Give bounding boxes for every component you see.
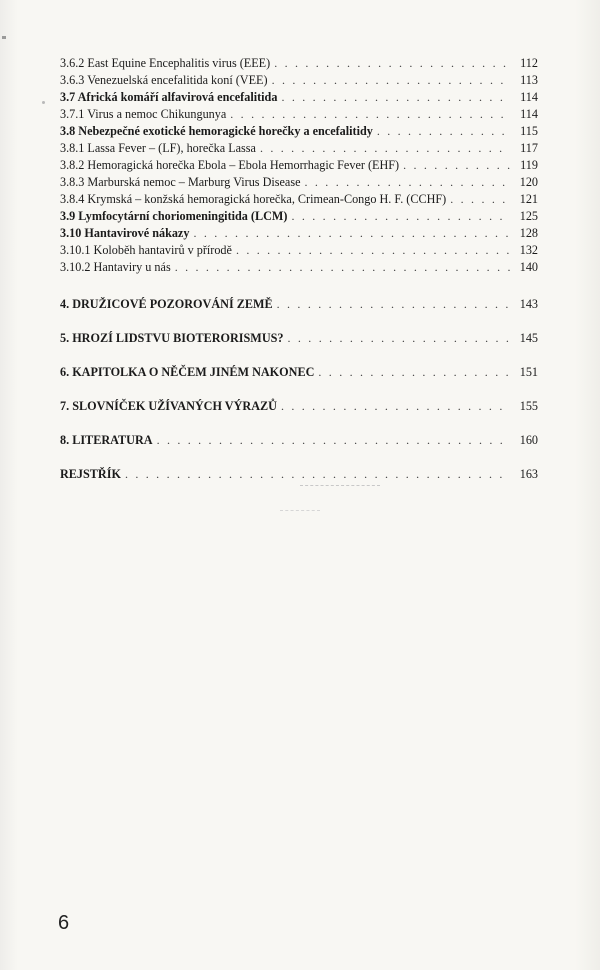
toc-entry-title: 6. KAPITOLKA O NĚČEM JINÉM NAKONEC (60, 365, 315, 379)
toc-leader-dots (236, 244, 510, 256)
scan-artifact (280, 510, 320, 513)
toc-leader-dots (260, 142, 510, 154)
toc-entry-page: 163 (519, 467, 538, 481)
toc-leader-dots (318, 366, 510, 378)
toc-leader-dots (157, 434, 510, 446)
toc-entry (60, 108, 538, 120)
toc-leader-dots (125, 468, 510, 480)
toc-entry-title: 3.8.4 Krymská – konžská hemoragická horečka, Crimean-Congo H. F. (CCHF) (60, 192, 447, 206)
toc-entry-page: 112 (520, 56, 538, 70)
toc-entry-page: 121 (519, 192, 538, 206)
toc-leader-dots (274, 57, 510, 69)
toc-entry-title: 3.8.3 Marburská nemoc – Marburg Virus Disease (60, 175, 301, 189)
toc-leader-dots (281, 400, 510, 412)
toc-chapter-entry (60, 434, 538, 446)
toc-entry-page: 119 (520, 158, 538, 172)
toc-chapter-entry (60, 468, 538, 480)
toc-entry-page: 114 (520, 90, 538, 104)
toc-entry-page: 125 (519, 209, 538, 223)
toc-entry-title: 3.9 Lymfocytární choriomeningitida (LCM) (60, 209, 288, 223)
toc-entry-page: 155 (519, 399, 538, 413)
toc-leader-dots (230, 108, 510, 120)
toc-chapter-entry (60, 366, 538, 378)
toc-entry-page: 114 (520, 107, 538, 121)
margin-speck (42, 101, 45, 104)
toc-entry-title: 7. SLOVNÍČEK UŽÍVANÝCH VÝRAZŮ (60, 399, 277, 413)
toc-entry-page: 120 (519, 175, 538, 189)
toc-entry-title: 3.7.1 Virus a nemoc Chikungunya (60, 107, 227, 121)
scan-edge-mark (2, 36, 6, 39)
toc-entry-title: 8. LITERATURA (60, 433, 153, 447)
toc-entry (60, 227, 538, 239)
toc-entry (60, 142, 538, 154)
page-number: 6 (58, 912, 70, 934)
toc-entry (60, 57, 538, 69)
toc-entry (60, 74, 538, 86)
toc-entry-page: 128 (519, 226, 538, 240)
toc-entry (60, 261, 538, 273)
toc-entry-page: 145 (519, 331, 538, 345)
toc-entry-page: 117 (520, 141, 538, 155)
toc-leader-dots (272, 74, 510, 86)
toc-entry-title: 3.8 Nebezpečné exotické hemoragické horečky a encefalitidy (60, 124, 373, 138)
toc-leader-dots (277, 298, 510, 310)
toc-entry-page: 113 (520, 73, 538, 87)
toc-entry-page: 160 (519, 433, 538, 447)
toc-entry-page: 140 (519, 260, 538, 274)
toc-entry-title: 5. HROZÍ LIDSTVU BIOTERORISMUS? (60, 331, 284, 345)
toc-leader-dots (403, 159, 510, 171)
toc-entry (60, 176, 538, 188)
toc-entry (60, 125, 538, 137)
toc-entry-page: 151 (519, 365, 538, 379)
toc-leader-dots (305, 176, 511, 188)
toc-leader-dots (450, 193, 510, 205)
toc-entry (60, 244, 538, 256)
toc-leader-dots (288, 332, 511, 344)
toc-leader-dots (175, 261, 510, 273)
toc-entry (60, 91, 538, 103)
toc-entry-page: 143 (519, 297, 538, 311)
toc-entry-page: 115 (520, 124, 538, 138)
toc-entry (60, 193, 538, 205)
toc-chapter-entry (60, 332, 538, 344)
toc-entry-title: 3.10.2 Hantaviry u nás (60, 260, 171, 274)
toc-entry (60, 159, 538, 171)
toc-entry-title: 3.7 Africká komáří alfavirová encefalitida (60, 90, 278, 104)
toc-entry-title: 3.8.2 Hemoragická horečka Ebola – Ebola Hemorrhagic Fever (EHF) (60, 158, 400, 172)
toc-chapter-entry (60, 298, 538, 310)
toc-leader-dots (377, 125, 510, 137)
toc-leader-dots (291, 210, 510, 222)
toc-leader-dots (281, 91, 510, 103)
toc-entry (60, 210, 538, 222)
toc-entry-title: 3.6.3 Venezuelská encefalitida koní (VEE) (60, 73, 268, 87)
toc-entry-title: REJSTŘÍK (60, 467, 121, 481)
toc-entry-title: 3.10.1 Koloběh hantavirů v přírodě (60, 243, 232, 257)
toc-entry-title: 4. DRUŽICOVÉ POZOROVÁNÍ ZEMĚ (60, 297, 273, 311)
toc-entry-title: 3.6.2 East Equine Encephalitis virus (EEE) (60, 56, 271, 70)
toc-entry-page: 132 (519, 243, 538, 257)
toc-entry-title: 3.10 Hantavirové nákazy (60, 226, 190, 240)
scan-artifact (300, 485, 380, 488)
toc-chapter-entry (60, 400, 538, 412)
toc-leader-dots (193, 227, 510, 239)
toc-entry-title: 3.8.1 Lassa Fever – (LF), horečka Lassa (60, 141, 256, 155)
